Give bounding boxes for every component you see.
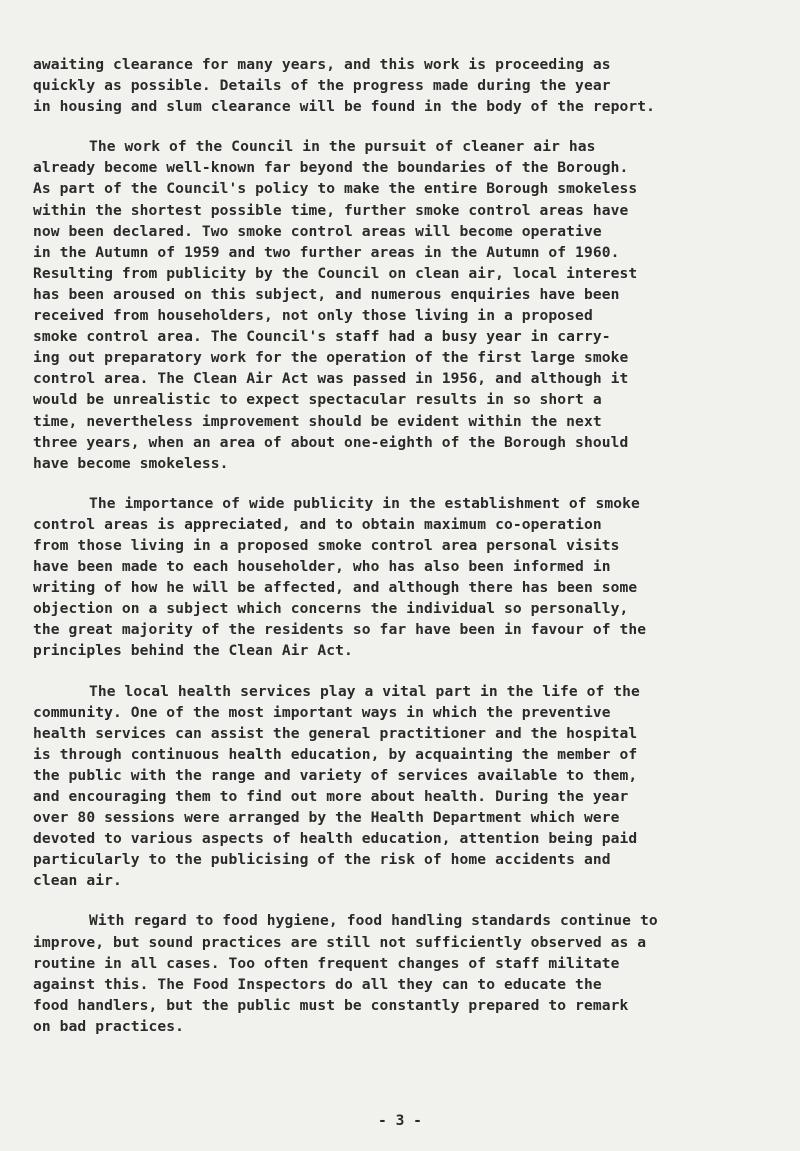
text-line: smoke control area. The Council's staff had a busy year in carry- [33,328,611,346]
text-line: have become smokeless. [33,454,229,472]
text-line: would be unrealistic to expect spectacular results in so short a [33,391,602,409]
text-line: awaiting clearance for many years, and this work is proceeding as [33,56,611,73]
text-line: As part of the Council's policy to make the entire Borough smokeless [33,180,638,198]
text-line: The importance of wide publicity in the establishment of smoke [89,494,640,512]
text-line: devoted to various aspects of health education, attention being paid [33,830,638,848]
text-line: clean air. [33,872,122,890]
paragraph-publicity [33,493,781,662]
paragraph-spacer [33,891,781,910]
text-line: in the Autumn of 1959 and two further areas in the Autumn of 1960. [33,243,620,261]
text-line: food handlers, but the public must be constantly prepared to remark [33,996,629,1014]
text-line: control area. The Clean Air Act was passed in 1956, and although it [33,370,629,388]
text-line: The local health services play a vital part in the life of the [89,682,640,700]
paragraph-housing [33,54,781,117]
text-line: time, nevertheless improvement should be evident within the next [33,412,602,430]
text-line: health services can assist the general practitioner and the hospital [33,724,638,742]
text-line: in housing and slum clearance will be found in the body of the report. [33,98,656,116]
text-line: over 80 sessions were arranged by the Health Department which were [33,809,620,827]
paragraph-health-services [33,681,781,892]
text-line: and encouraging them to find out more about health. During the year [33,788,629,805]
text-line: The work of the Council in the pursuit of cleaner air has [89,138,596,156]
text-line: against this. The Food Inspectors do all they can to educate the [33,975,602,993]
text-line: routine in all cases. Too often frequent changes of staff militate [33,954,620,972]
paragraph-spacer [33,117,781,136]
text-line: objection on a subject which concerns the individual so personally, [33,600,629,618]
text-line: already become well-known far beyond the boundaries of the Borough. [33,159,629,177]
text-line: have been made to each householder, who has also been informed in [33,558,611,576]
text-line: particularly to the publicising of the risk of home accidents and [33,851,611,869]
text-line: principles behind the Clean Air Act. [33,642,353,660]
page-number: - 3 - [378,1112,422,1129]
text-line: ing out preparatory work for the operation of the first large smoke [33,349,629,367]
paragraph-spacer [33,662,781,681]
text-line: has been aroused on this subject, and numerous enquiries have been [33,285,620,303]
paragraph-spacer [33,474,781,493]
text-line: the public with the range and variety of services available to them, [33,766,638,784]
text-line: within the shortest possible time, further smoke control areas have [33,201,629,219]
text-line: writing of how he will be affected, and although there has been some [33,579,638,597]
paragraph-clean-air [33,136,781,474]
text-line: is through continuous health education, by acquainting the member of [33,745,638,763]
text-line: community. One of the most important ways in which the preventive [33,703,611,721]
text-line: Resulting from publicity by the Council on clean air, local interest [33,264,638,282]
text-line: on bad practices. [33,1017,185,1035]
text-line: from those living in a proposed smoke control area personal visits [33,536,620,554]
text-line: received from householders, not only those living in a proposed [33,307,593,325]
text-line: three years, when an area of about one-eighth of the Borough should [33,433,629,451]
paragraph-food-hygiene [33,910,781,1037]
text-line: control areas is appreciated, and to obtain maximum co-operation [33,515,602,533]
document-body [33,54,781,1037]
text-line: the great majority of the residents so far have been in favour of the [33,621,647,639]
text-line: With regard to food hygiene, food handling standards continue to [89,912,658,930]
text-line: quickly as possible. Details of the progress made during the year [33,77,611,95]
text-line: now been declared. Two smoke control areas will become operative [33,222,602,240]
text-line: improve, but sound practices are still not sufficiently observed as a [33,933,647,951]
